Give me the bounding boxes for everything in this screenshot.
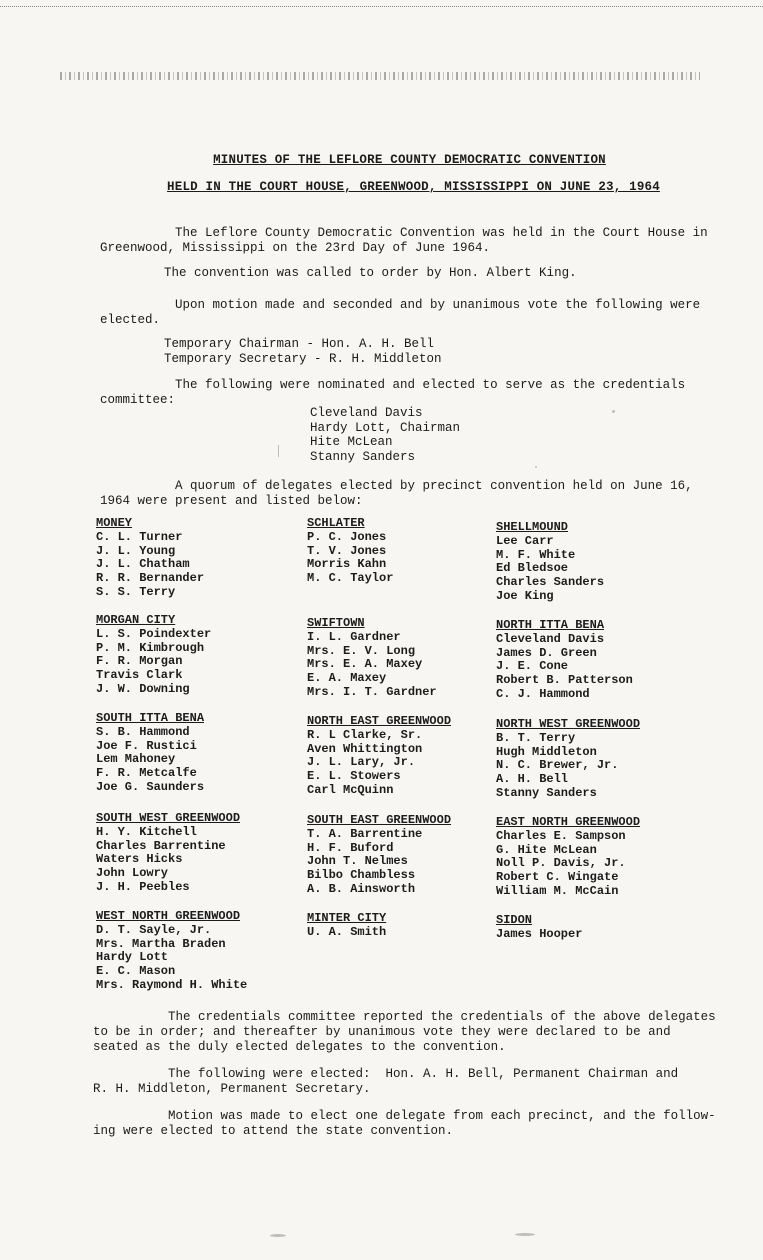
delegate: James Hooper — [496, 926, 583, 941]
precinct-shellmound — [496, 521, 604, 604]
delegate: J. L. Young — [96, 543, 176, 558]
delegate: E. C. Mason — [96, 964, 176, 979]
paragraph-credentials-nomination: The following were nominated and elected to serve as the credentials committee: — [100, 378, 686, 407]
delegate: F. R. Morgan — [96, 654, 183, 669]
delegate: Waters Hicks — [96, 852, 183, 867]
delegate: B. T. Terry — [496, 730, 576, 745]
delegate: N. C. Brewer, Jr. — [496, 758, 619, 773]
delegate: T. A. Barrentine — [307, 826, 423, 841]
delegate: Ed Bledsoe — [496, 561, 569, 576]
paragraph-quorum: A quorum of delegates elected by precinct convention held on June 16, 1964 were present and listed below: — [100, 479, 693, 508]
precinct-heading: EAST NORTH GREENWOOD — [496, 815, 641, 829]
credentials-committee-list — [310, 406, 460, 464]
delegate: Mrs. Raymond H. White — [96, 977, 248, 992]
delegate: A. H. Bell — [496, 772, 569, 787]
delegate: E. A. Maxey — [307, 671, 387, 686]
delegate: Hardy Lott — [96, 950, 169, 965]
precinct-heading: SIDON — [496, 913, 533, 927]
delegate: Mrs. E. A. Maxey — [307, 657, 423, 672]
precinct-heading: SOUTH WEST GREENWOOD — [96, 811, 241, 825]
delegate: Joe King — [496, 588, 554, 603]
precinct-heading: NORTH EAST GREENWOOD — [307, 714, 452, 728]
scan-speck — [515, 1233, 535, 1236]
paragraph-opening: The Leflore County Democratic Convention was held in the Court House in Greenwood, Mississippi on the 23rd Day of June 1964. — [100, 226, 708, 255]
scan-edge — [0, 0, 763, 7]
delegate: Carl McQuinn — [307, 782, 394, 797]
delegate: Bilbo Chambless — [307, 868, 416, 883]
precinct-west-north-greenwood — [96, 910, 247, 993]
delegate: S. S. Terry — [96, 584, 176, 599]
delegate: Lem Mahoney — [96, 752, 176, 767]
committee-member: Hardy Lott, Chairman — [310, 420, 461, 435]
delegate: Noll P. Davis, Jr. — [496, 856, 626, 871]
delegate: U. A. Smith — [307, 924, 387, 939]
scan-speck — [612, 410, 615, 413]
delegate: H. F. Buford — [307, 840, 394, 855]
precinct-south-west-greenwood — [96, 812, 240, 895]
delegate: Mrs. Martha Braden — [96, 936, 226, 951]
delegate: Charles Sanders — [496, 575, 605, 590]
precinct-swiftown — [307, 617, 437, 700]
delegate: Joe G. Saunders — [96, 779, 205, 794]
delegate: P. M. Kimbrough — [96, 640, 205, 655]
delegate: Hugh Middleton — [496, 744, 597, 759]
precinct-north-east-greenwood — [307, 715, 451, 798]
delegate: E. L. Stowers — [307, 769, 401, 784]
precinct-heading: SOUTH EAST GREENWOOD — [307, 813, 452, 827]
delegate: M. C. Taylor — [307, 571, 394, 586]
document-title: MINUTES OF THE LEFLORE COUNTY DEMOCRATIC CONVENTION — [213, 153, 606, 167]
paragraph-call-to-order: The convention was called to order by Hon. Albert King. — [164, 266, 577, 280]
precinct-minter-city — [307, 912, 386, 940]
precinct-schlater — [307, 517, 393, 586]
delegate: Robert B. Patterson — [496, 673, 633, 688]
delegate: Robert C. Wingate — [496, 870, 619, 885]
precinct-east-north-greenwood — [496, 816, 640, 899]
delegate: M. F. White — [496, 547, 576, 562]
scan-speck — [535, 466, 537, 468]
precinct-heading: WEST NORTH GREENWOOD — [96, 909, 241, 923]
delegate: J. E. Cone — [496, 659, 569, 674]
precinct-money — [96, 517, 204, 600]
precinct-heading: SOUTH ITTA BENA — [96, 711, 205, 725]
delegate: T. V. Jones — [307, 543, 387, 558]
precinct-sidon — [496, 914, 582, 942]
precinct-morgan-city — [96, 614, 211, 697]
delegate: L. S. Poindexter — [96, 626, 212, 641]
precinct-heading: SCHLATER — [307, 516, 365, 530]
delegate: Aven Whittington — [307, 741, 423, 756]
delegate: Mrs. E. V. Long — [307, 643, 416, 658]
delegate: Morris Kahn — [307, 557, 387, 572]
delegate: Charles E. Sampson — [496, 828, 626, 843]
delegate: R. L Clarke, Sr. — [307, 727, 423, 742]
paragraph-permanent-officers: The following were elected: Hon. A. H. Bell, Permanent Chairman and R. H. Middleton, Permanent Secretary. — [93, 1067, 679, 1096]
committee-member: Cleveland Davis — [310, 406, 423, 420]
document-subtitle: HELD IN THE COURT HOUSE, GREENWOOD, MISSISSIPPI ON JUNE 23, 1964 — [167, 180, 660, 194]
delegate: S. B. Hammond — [96, 724, 190, 739]
delegate: F. R. Metcalfe — [96, 766, 197, 781]
paragraph-credentials-report: The credentials committee reported the credentials of the above delegates to be in order; and thereafter by unanimous vote they were declared to be and seated as the duly elected delegates to the convention. — [93, 1010, 716, 1054]
precinct-heading: SWIFTOWN — [307, 616, 365, 630]
precinct-south-itta-bena — [96, 712, 204, 795]
precinct-heading: MORGAN CITY — [96, 613, 176, 627]
delegate: Cleveland Davis — [496, 631, 605, 646]
delegate: Travis Clark — [96, 668, 183, 683]
delegate: Joe F. Rustici — [96, 738, 197, 753]
precinct-heading: MINTER CITY — [307, 911, 387, 925]
delegate: Lee Carr — [496, 533, 554, 548]
delegate: H. Y. Kitchell — [96, 824, 197, 839]
delegate: James D. Green — [496, 645, 597, 660]
scan-noise-band — [60, 72, 700, 80]
delegate: Mrs. I. T. Gardner — [307, 684, 437, 699]
delegate: John Lowry — [96, 866, 169, 881]
precinct-heading: MONEY — [96, 516, 133, 530]
delegate: William M. McCain — [496, 883, 619, 898]
delegate: J. W. Downing — [96, 681, 190, 696]
delegate: J. L. Chatham — [96, 557, 190, 572]
temporary-officers: Temporary Chairman - Hon. A. H. Bell Temporary Secretary - R. H. Middleton — [164, 337, 442, 366]
delegate: Charles Barrentine — [96, 838, 226, 853]
scan-mark — [278, 445, 279, 457]
delegate: P. C. Jones — [307, 529, 387, 544]
precinct-heading: NORTH WEST GREENWOOD — [496, 717, 641, 731]
delegate: R. R. Bernander — [96, 571, 205, 586]
precinct-north-itta-bena — [496, 619, 633, 702]
scan-speck — [270, 1234, 286, 1237]
precinct-heading: SHELLMOUND — [496, 520, 569, 534]
delegate: J. L. Lary, Jr. — [307, 755, 416, 770]
precinct-north-west-greenwood — [496, 718, 640, 801]
delegate: D. T. Sayle, Jr. — [96, 922, 212, 937]
precinct-heading: NORTH ITTA BENA — [496, 618, 605, 632]
delegate: A. B. Ainsworth — [307, 881, 416, 896]
delegate: C. J. Hammond — [496, 686, 590, 701]
delegate: I. L. Gardner — [307, 629, 401, 644]
delegate: J. H. Peebles — [96, 879, 190, 894]
paragraph-motion: Upon motion made and seconded and by unanimous vote the following were elected. — [100, 298, 701, 327]
precinct-south-east-greenwood — [307, 814, 451, 897]
delegate: C. L. Turner — [96, 529, 183, 544]
committee-member: Hite McLean — [310, 435, 393, 449]
committee-member: Stanny Sanders — [310, 449, 416, 464]
delegate: Stanny Sanders — [496, 785, 597, 800]
paragraph-state-delegates: Motion was made to elect one delegate from each precinct, and the follow- ing were elected to attend the state convention. — [93, 1109, 716, 1138]
delegate: G. Hite McLean — [496, 842, 597, 857]
delegate: John T. Nelmes — [307, 854, 408, 869]
